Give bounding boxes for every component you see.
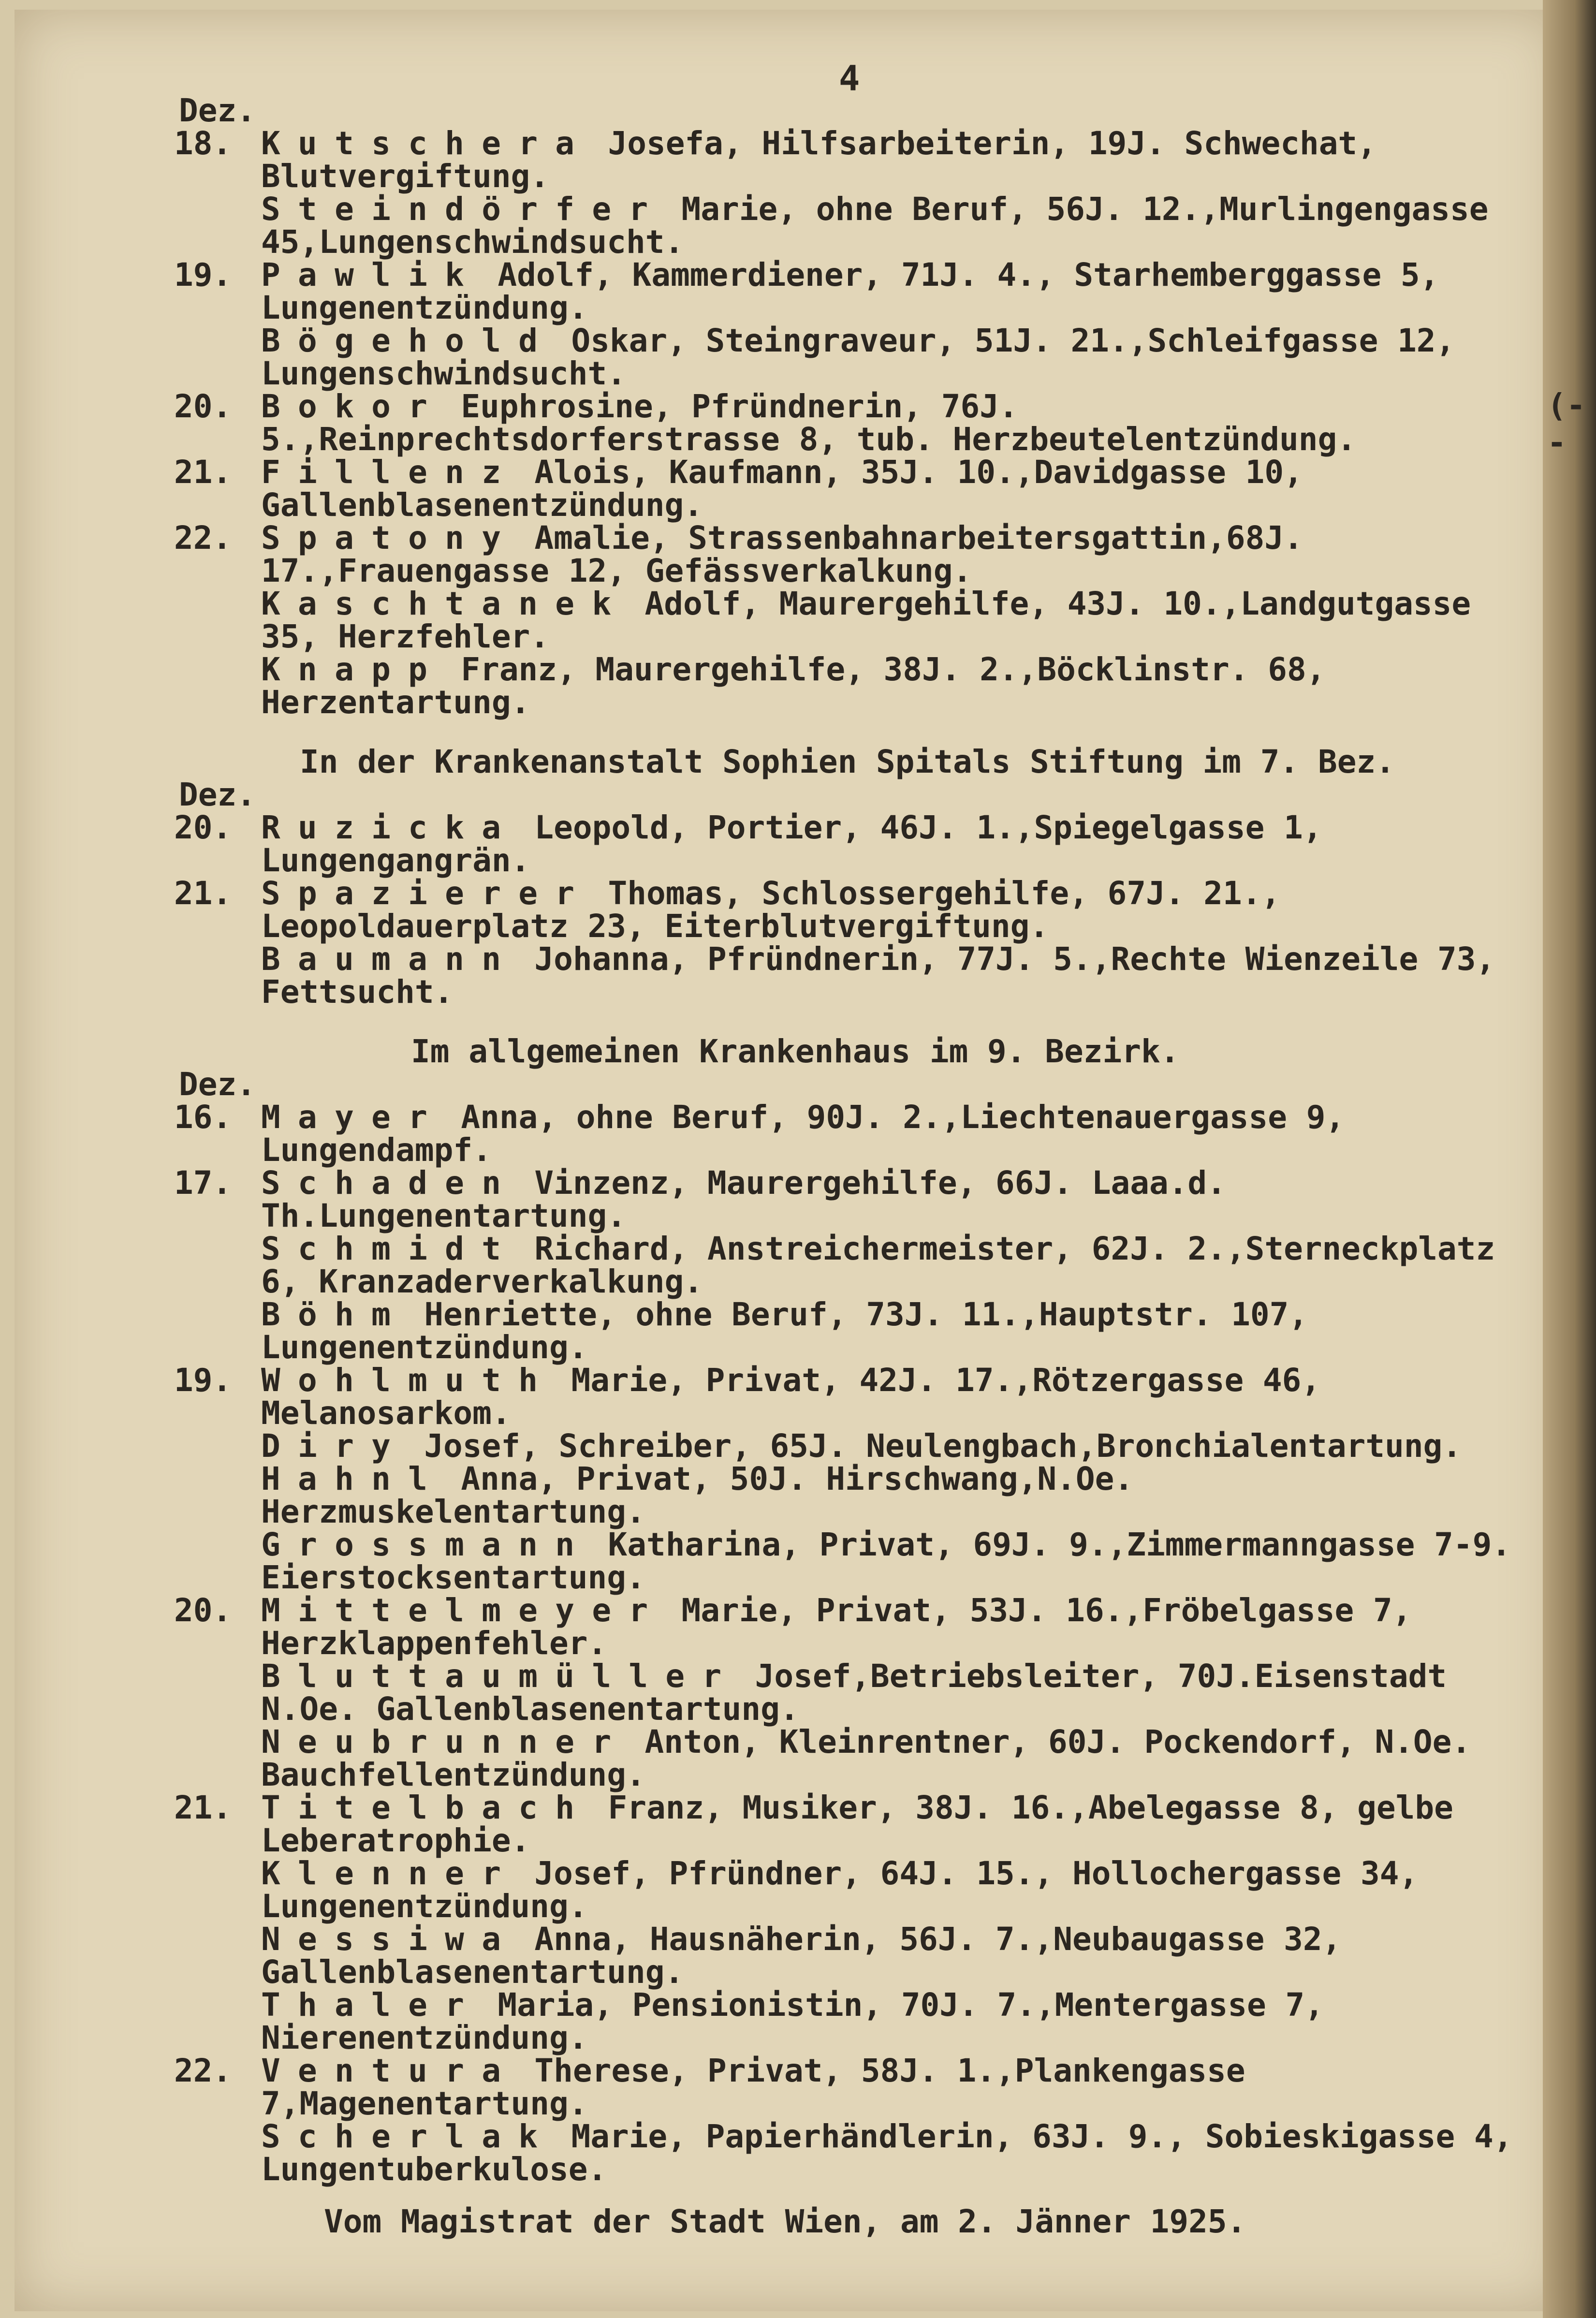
entry-details: Franz, Musiker, 38J. 16.,Abelegasse 8, gelbe Leberatrophie. bbox=[261, 1789, 1473, 1859]
entry-text bbox=[261, 1526, 1530, 1596]
register-section bbox=[174, 94, 1518, 719]
entry-details: Johanna, Pfründnerin, 77J. 5.,Rechte Wienzeile 73, Fettsucht. bbox=[261, 940, 1514, 1011]
entry-text bbox=[261, 193, 1518, 259]
entry-day: 20. bbox=[174, 809, 232, 846]
register-entry bbox=[174, 1986, 1518, 2056]
entry-surname: Nessiwa bbox=[261, 1921, 519, 1958]
entry-details: Anna, Hausnäherin, 56J. 7.,Neubaugasse 32, Gallenblasenentartung. bbox=[261, 1921, 1361, 1991]
entry-text bbox=[261, 587, 1518, 653]
entry-text bbox=[261, 456, 1518, 522]
entry-text bbox=[261, 1427, 1518, 1465]
register-entry bbox=[174, 324, 1518, 390]
entry-text bbox=[261, 519, 1518, 589]
entry-text bbox=[261, 1232, 1518, 1298]
register-entry bbox=[174, 456, 1518, 522]
entry-day bbox=[174, 1660, 261, 1726]
entry-surname: Diry bbox=[261, 1427, 409, 1465]
entry-surname: Ventura bbox=[261, 2052, 519, 2089]
entry-text bbox=[261, 127, 1518, 193]
section-heading: In der Krankenanstalt Sophien Spitals Stiftung im 7. Bez. bbox=[300, 743, 1395, 780]
entry-day: 17. bbox=[174, 1164, 232, 1202]
register-entry bbox=[174, 877, 1518, 943]
entry-day bbox=[174, 1923, 261, 1989]
entry-details: Adolf, Maurergehilfe, 43J. 10.,Landgutgasse 35, Herzfehler. bbox=[261, 585, 1490, 655]
entry-text bbox=[261, 1660, 1518, 1726]
entry-surname: Mittelmeyer bbox=[261, 1592, 666, 1629]
entry-day: 22. bbox=[174, 2052, 232, 2089]
entry-text bbox=[261, 1723, 1518, 1793]
entry-text bbox=[261, 2118, 1532, 2188]
entry-day: 21. bbox=[174, 454, 232, 491]
entry-details: Maria, Pensionistin, 70J. 7.,Mentergasse 7, Nierenentzündung. bbox=[261, 1986, 1343, 2056]
entry-details: Anna, ohne Beruf, 90J. 2.,Liechtenauergasse 9, Lungendampf. bbox=[261, 1099, 1364, 1169]
entry-surname: Schmidt bbox=[261, 1230, 519, 1267]
entry-surname: Spazierer bbox=[261, 875, 592, 912]
entry-details: Alois, Kaufmann, 35J. 10.,Davidgasse 10, Gallenblasenentzündung. bbox=[261, 454, 1322, 524]
register-entry bbox=[174, 2118, 1532, 2188]
signature-line: Vom Magistrat der Stadt Wien, am 2. Jänner 1925. bbox=[324, 2203, 1246, 2240]
entry-text bbox=[261, 940, 1518, 1011]
entry-text bbox=[261, 877, 1518, 943]
entry-surname: Schaden bbox=[261, 1164, 519, 1202]
entry-text bbox=[261, 1923, 1518, 1989]
entry-surname: Steindörfer bbox=[261, 191, 666, 228]
entry-surname: Spatony bbox=[261, 519, 519, 557]
entry-day: 21. bbox=[174, 875, 232, 912]
entry-details: Adolf, Kammerdiener, 71J. 4., Starhemberggasse 5, Lungenentzündung. bbox=[261, 256, 1459, 326]
entry-text bbox=[261, 1364, 1518, 1430]
register-entry bbox=[174, 587, 1518, 653]
register-entry bbox=[174, 1298, 1518, 1364]
register-entry bbox=[174, 1364, 1518, 1430]
entry-surname: Titelbach bbox=[261, 1789, 592, 1826]
entry-day: 20. bbox=[174, 388, 232, 425]
entry-details: Josef, Schreiber, 65J. Neulengbach,Bronchialentartung. bbox=[424, 1427, 1462, 1465]
entry-day: 20. bbox=[174, 1592, 232, 1629]
section-heading: Im allgemeinen Krankenhaus im 9. Bezirk. bbox=[411, 1033, 1180, 1070]
register-entry bbox=[174, 1232, 1518, 1298]
register-section bbox=[174, 743, 1518, 1011]
entry-details: Anton, Kleinrentner, 60J. Pockendorf, N.Oe. Bauchfellentzündung. bbox=[261, 1723, 1490, 1793]
register-entry bbox=[174, 1594, 1518, 1660]
entry-day bbox=[174, 587, 261, 653]
margin-mark: (-- bbox=[1547, 387, 1586, 461]
entry-details: Marie, Privat, 53J. 16.,Fröbelgasse 7, Herzklappenfehler. bbox=[261, 1592, 1431, 1662]
entry-text bbox=[261, 256, 1518, 326]
entry-details: Thomas, Schlossergehilfe, 67J. 21., Leopoldauerplatz 23, Eiterblutvergiftung. bbox=[261, 875, 1300, 945]
entry-surname: Bokor bbox=[261, 388, 445, 425]
register-entry bbox=[174, 519, 1518, 589]
entry-text bbox=[261, 324, 1518, 390]
entry-day bbox=[174, 1857, 261, 1923]
entry-text bbox=[261, 2054, 1518, 2120]
entry-day bbox=[174, 2120, 261, 2186]
entry-details: Anna, Privat, 50J. Hirschwang,N.Oe. Herzmuskelentartung. bbox=[261, 1460, 1153, 1530]
entry-details: Euphrosine, Pfründnerin, 76J. 5.,Reinprechtsdorferstrasse 8, tub. Herzbeutelentzündung. bbox=[261, 388, 1356, 458]
entry-text bbox=[261, 1101, 1518, 1167]
register-entry bbox=[174, 2054, 1518, 2120]
entry-surname: Hahnl bbox=[261, 1460, 445, 1497]
entry-day bbox=[174, 1430, 261, 1463]
entry-day: 22. bbox=[174, 519, 232, 557]
entry-details: Richard, Anstreichermeister, 62J. 2.,Sterneckplatz 6, Kranzaderverkalkung. bbox=[261, 1230, 1514, 1300]
register-entry bbox=[174, 1526, 1530, 1596]
register-entry bbox=[174, 811, 1518, 877]
entry-text bbox=[261, 1594, 1518, 1660]
entry-surname: Bögehold bbox=[261, 322, 556, 359]
entry-day bbox=[174, 1989, 261, 2054]
register-entry bbox=[174, 1723, 1518, 1793]
register-entry bbox=[174, 653, 1518, 719]
entry-day bbox=[174, 943, 261, 1009]
register-entry bbox=[174, 1923, 1518, 1989]
entry-surname: Bluttaumüller bbox=[261, 1658, 739, 1695]
entry-details: Amalie, Strassenbahnarbeitersgattin,68J. 17.,Frauengasse 12, Gefässverkalkung. bbox=[261, 519, 1322, 589]
entry-details: Josef,Betriebsleiter, 70J.Eisenstadt N.Oe. Gallenblasenentartung. bbox=[261, 1658, 1466, 1728]
entry-day bbox=[174, 1726, 261, 1791]
register-entry bbox=[174, 127, 1518, 193]
entry-details: Vinzenz, Maurergehilfe, 66J. Laaa.d. Th.Lungenentartung. bbox=[261, 1164, 1245, 1234]
entry-surname: Pawlik bbox=[261, 256, 482, 293]
entry-surname: Neubrunner bbox=[261, 1723, 629, 1761]
month-label: Dez. bbox=[179, 1066, 256, 1103]
entry-surname: Böhm bbox=[261, 1296, 409, 1333]
register-entry bbox=[174, 390, 1518, 456]
entry-day: 18. bbox=[174, 125, 232, 162]
entry-details: Marie, ohne Beruf, 56J. 12.,Murlingengasse 45,Lungenschwindsucht. bbox=[261, 191, 1508, 261]
entry-day bbox=[174, 324, 261, 390]
register-entry bbox=[174, 940, 1518, 1011]
entry-day bbox=[174, 1298, 261, 1364]
register-entry bbox=[174, 1427, 1518, 1465]
entry-details: Oskar, Steingraveur, 51J. 21.,Schleifgasse 12, Lungenschwindsucht. bbox=[261, 322, 1475, 392]
entry-surname: Scherlak bbox=[261, 2118, 556, 2155]
entry-surname: Knapp bbox=[261, 651, 445, 688]
entry-details: Henriette, ohne Beruf, 73J. 11.,Hauptstr. 107, Lungenentzündung. bbox=[261, 1296, 1327, 1366]
entry-day bbox=[174, 1463, 261, 1528]
entry-details: Marie, Papierhändlerin, 63J. 9., Sobieskigasse 4, Lungentuberkulose. bbox=[261, 2118, 1532, 2188]
entry-surname: Baumann bbox=[261, 940, 519, 978]
entry-surname: Ruzicka bbox=[261, 809, 519, 846]
entry-day: 21. bbox=[174, 1789, 232, 1826]
entry-day bbox=[174, 1232, 261, 1298]
register-entry bbox=[174, 1660, 1518, 1726]
entry-details: Katharina, Privat, 69J. 9.,Zimmermanngasse 7-9. Eierstocksentartung. bbox=[261, 1526, 1530, 1596]
entry-surname: Wohlmuth bbox=[261, 1362, 556, 1399]
register-entry bbox=[174, 256, 1518, 326]
entry-surname: Grossmann bbox=[261, 1526, 592, 1563]
entry-text bbox=[261, 1857, 1518, 1923]
entry-text bbox=[261, 1791, 1518, 1857]
month-label: Dez. bbox=[179, 92, 256, 129]
entry-details: Therese, Privat, 58J. 1.,Plankengasse 7,Magenentartung. bbox=[261, 2052, 1265, 2122]
entry-details: Leopold, Portier, 46J. 1.,Spiegelgasse 1, Lungengangrän. bbox=[261, 809, 1342, 879]
page-edge-shadow bbox=[1543, 0, 1596, 2318]
entry-day: 19. bbox=[174, 256, 232, 293]
entry-day bbox=[174, 193, 261, 259]
month-label: Dez. bbox=[179, 776, 256, 813]
page-number: 4 bbox=[839, 58, 860, 99]
entry-text bbox=[261, 811, 1518, 877]
entry-day bbox=[174, 1528, 261, 1594]
entry-surname: Kutschera bbox=[261, 125, 592, 162]
entry-day: 19. bbox=[174, 1362, 232, 1399]
entry-surname: Klenner bbox=[261, 1855, 519, 1892]
entry-text bbox=[261, 390, 1518, 456]
register-entry bbox=[174, 1857, 1518, 1923]
entry-text bbox=[261, 1164, 1518, 1234]
register-entry bbox=[174, 1164, 1518, 1234]
entry-text bbox=[261, 1298, 1518, 1364]
register-entry bbox=[174, 1791, 1518, 1857]
entry-surname: Thaler bbox=[261, 1986, 482, 2024]
register-section bbox=[174, 1033, 1532, 2188]
entry-day: 16. bbox=[174, 1099, 232, 1136]
entry-details: Josefa, Hilfsarbeiterin, 19J. Schwechat, Blutvergiftung. bbox=[261, 125, 1396, 195]
entry-details: Marie, Privat, 42J. 17.,Rötzergasse 46, Melanosarkom. bbox=[261, 1362, 1340, 1432]
entry-details: Josef, Pfründner, 64J. 15., Hollochergasse 34, Lungenentzündung. bbox=[261, 1855, 1437, 1925]
entry-surname: Mayer bbox=[261, 1099, 445, 1136]
register-entry bbox=[174, 193, 1518, 259]
entry-text bbox=[261, 1460, 1518, 1530]
entry-surname: Fillenz bbox=[261, 454, 519, 491]
register-entry bbox=[174, 1460, 1518, 1530]
entry-text bbox=[261, 1986, 1518, 2056]
entry-text bbox=[261, 653, 1518, 719]
entry-details: Franz, Maurergehilfe, 38J. 2.,Böcklinstr. 68, Herzentartung. bbox=[261, 651, 1345, 721]
register-entry bbox=[174, 1101, 1518, 1167]
entry-surname: Kaschtanek bbox=[261, 585, 629, 622]
death-register-list bbox=[174, 92, 1532, 2240]
entry-day bbox=[174, 653, 261, 719]
